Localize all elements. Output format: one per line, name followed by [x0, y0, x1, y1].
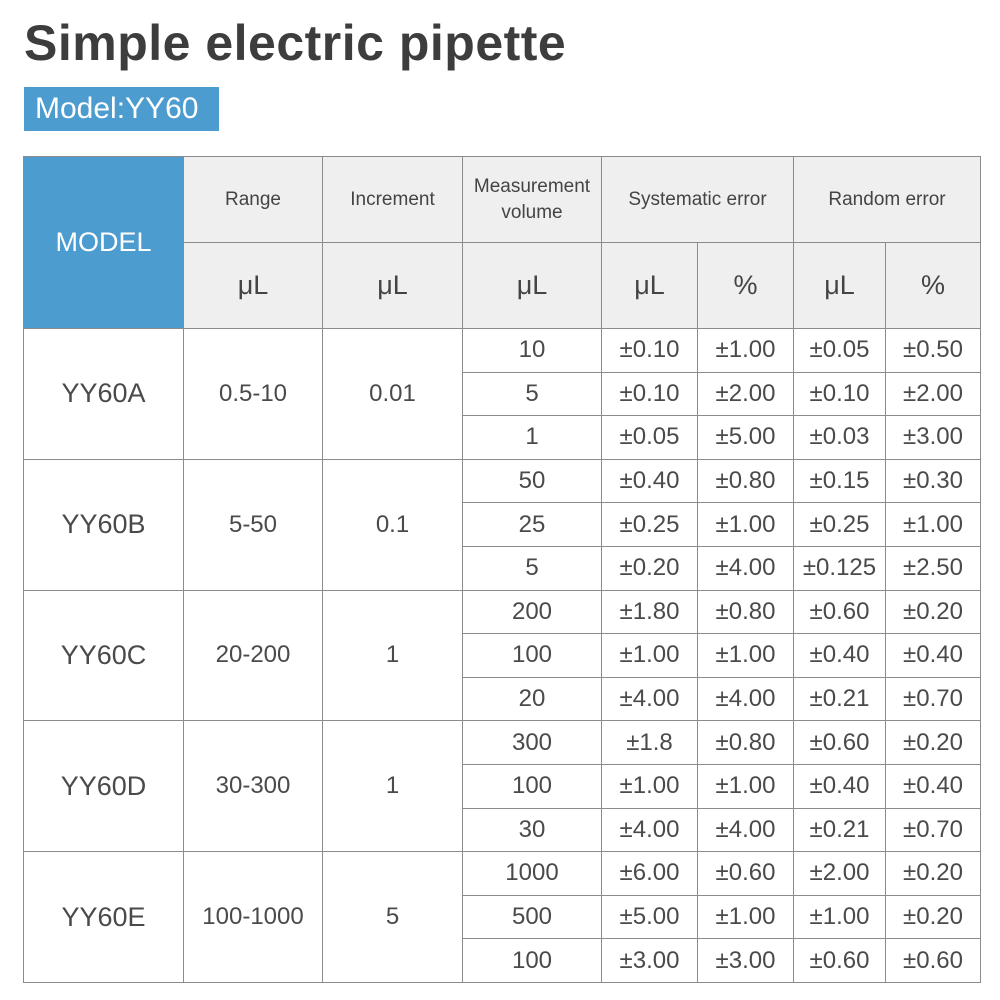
- range-cell: 0.5-10: [184, 329, 323, 460]
- systematic-error-ul-cell: ±0.25: [602, 503, 698, 547]
- systematic-error-ul-cell: ±4.00: [602, 677, 698, 721]
- systematic-error-pct-unit: %: [698, 243, 794, 329]
- measurement-volume-cell: 20: [463, 677, 602, 721]
- random-error-pct-cell: ±2.50: [886, 546, 981, 590]
- table-row: [24, 459, 981, 503]
- increment-cell: 0.01: [323, 329, 463, 460]
- model-name-cell: YY60A: [24, 329, 184, 460]
- systematic-error-pct-cell: ±1.00: [698, 764, 794, 808]
- spec-table-body: [24, 329, 981, 983]
- systematic-error-pct-cell: ±0.80: [698, 721, 794, 765]
- systematic-error-pct-cell: ±2.00: [698, 372, 794, 416]
- measurement-volume-cell: 30: [463, 808, 602, 852]
- random-error-ul-cell: ±0.40: [794, 634, 886, 678]
- measurement-header-line2: volume: [501, 201, 563, 223]
- systematic-error-pct-cell: ±0.80: [698, 459, 794, 503]
- increment-cell: 0.1: [323, 459, 463, 590]
- random-error-pct-cell: ±0.20: [886, 852, 981, 896]
- random-error-ul-cell: ±0.25: [794, 503, 886, 547]
- systematic-error-ul-cell: ±3.00: [602, 939, 698, 983]
- random-error-ul-cell: ±0.125: [794, 546, 886, 590]
- systematic-error-pct-cell: ±1.00: [698, 895, 794, 939]
- random-error-pct-cell: ±0.60: [886, 939, 981, 983]
- random-error-pct-cell: ±0.50: [886, 329, 981, 373]
- systematic-error-ul-cell: ±0.40: [602, 459, 698, 503]
- measurement-volume-cell: 25: [463, 503, 602, 547]
- random-error-ul-cell: ±0.60: [794, 721, 886, 765]
- measurement-volume-cell: 100: [463, 939, 602, 983]
- page-title: Simple electric pipette: [24, 15, 567, 71]
- increment-cell: 5: [323, 852, 463, 983]
- random-error-pct-cell: ±0.20: [886, 895, 981, 939]
- systematic-error-ul-cell: ±1.00: [602, 764, 698, 808]
- random-error-pct-cell: ±1.00: [886, 503, 981, 547]
- range-cell: 100-1000: [184, 852, 323, 983]
- table-row: [24, 329, 981, 373]
- table-row: [24, 590, 981, 634]
- random-error-pct-cell: ±0.70: [886, 677, 981, 721]
- systematic-error-ul-cell: ±0.05: [602, 416, 698, 460]
- random-error-column-header: Random error: [794, 157, 981, 243]
- systematic-error-pct-cell: ±4.00: [698, 677, 794, 721]
- systematic-error-pct-cell: ±4.00: [698, 546, 794, 590]
- random-error-ul-cell: ±0.03: [794, 416, 886, 460]
- random-error-ul-unit: μL: [794, 243, 886, 329]
- systematic-error-ul-cell: ±0.10: [602, 372, 698, 416]
- random-error-ul-cell: ±0.21: [794, 808, 886, 852]
- random-error-pct-unit: %: [886, 243, 981, 329]
- increment-unit: μL: [323, 243, 463, 329]
- model-badge: Model:YY60: [24, 87, 219, 131]
- measurement-volume-cell: 100: [463, 764, 602, 808]
- random-error-ul-cell: ±0.40: [794, 764, 886, 808]
- measurement-volume-cell: 10: [463, 329, 602, 373]
- systematic-error-pct-cell: ±0.80: [698, 590, 794, 634]
- random-error-ul-cell: ±0.15: [794, 459, 886, 503]
- random-error-pct-cell: ±0.70: [886, 808, 981, 852]
- random-error-ul-cell: ±1.00: [794, 895, 886, 939]
- systematic-error-pct-cell: ±1.00: [698, 329, 794, 373]
- measurement-header-line1: Measurement: [473, 175, 591, 197]
- random-error-pct-cell: ±0.40: [886, 634, 981, 678]
- increment-column-header: Increment: [323, 157, 463, 243]
- systematic-error-ul-cell: ±0.10: [602, 329, 698, 373]
- systematic-error-ul-unit: μL: [602, 243, 698, 329]
- model-name-cell: YY60C: [24, 590, 184, 721]
- measurement-volume-cell: 5: [463, 546, 602, 590]
- range-cell: 30-300: [184, 721, 323, 852]
- increment-cell: 1: [323, 590, 463, 721]
- random-error-pct-cell: ±0.30: [886, 459, 981, 503]
- random-error-ul-cell: ±0.60: [794, 939, 886, 983]
- systematic-error-column-header: Systematic error: [602, 157, 794, 243]
- systematic-error-ul-cell: ±6.00: [602, 852, 698, 896]
- systematic-error-pct-cell: ±3.00: [698, 939, 794, 983]
- random-error-pct-cell: ±0.20: [886, 721, 981, 765]
- systematic-error-ul-cell: ±0.20: [602, 546, 698, 590]
- systematic-error-pct-cell: ±5.00: [698, 416, 794, 460]
- model-column-header: MODEL: [24, 157, 184, 329]
- measurement-volume-cell: 200: [463, 590, 602, 634]
- random-error-ul-cell: ±0.05: [794, 329, 886, 373]
- measurement-volume-cell: 50: [463, 459, 602, 503]
- systematic-error-ul-cell: ±4.00: [602, 808, 698, 852]
- increment-cell: 1: [323, 721, 463, 852]
- systematic-error-ul-cell: ±1.00: [602, 634, 698, 678]
- model-name-cell: YY60B: [24, 459, 184, 590]
- random-error-ul-cell: ±0.60: [794, 590, 886, 634]
- measurement-volume-cell: 5: [463, 372, 602, 416]
- range-cell: 5-50: [184, 459, 323, 590]
- random-error-ul-cell: ±0.21: [794, 677, 886, 721]
- model-name-cell: YY60D: [24, 721, 184, 852]
- systematic-error-pct-cell: ±0.60: [698, 852, 794, 896]
- range-cell: 20-200: [184, 590, 323, 721]
- measurement-volume-column-header: [463, 157, 602, 243]
- random-error-pct-cell: ±3.00: [886, 416, 981, 460]
- systematic-error-pct-cell: ±4.00: [698, 808, 794, 852]
- spec-table: [23, 156, 981, 983]
- model-name-cell: YY60E: [24, 852, 184, 983]
- range-column-header: Range: [184, 157, 323, 243]
- systematic-error-pct-cell: ±1.00: [698, 634, 794, 678]
- random-error-ul-cell: ±0.10: [794, 372, 886, 416]
- random-error-pct-cell: ±2.00: [886, 372, 981, 416]
- measurement-unit: μL: [463, 243, 602, 329]
- systematic-error-pct-cell: ±1.00: [698, 503, 794, 547]
- random-error-pct-cell: ±0.40: [886, 764, 981, 808]
- systematic-error-ul-cell: ±5.00: [602, 895, 698, 939]
- range-unit: μL: [184, 243, 323, 329]
- measurement-volume-cell: 500: [463, 895, 602, 939]
- measurement-volume-cell: 100: [463, 634, 602, 678]
- measurement-volume-cell: 300: [463, 721, 602, 765]
- table-row: [24, 852, 981, 896]
- random-error-ul-cell: ±2.00: [794, 852, 886, 896]
- measurement-volume-cell: 1: [463, 416, 602, 460]
- measurement-volume-cell: 1000: [463, 852, 602, 896]
- systematic-error-ul-cell: ±1.80: [602, 590, 698, 634]
- systematic-error-ul-cell: ±1.8: [602, 721, 698, 765]
- table-row: [24, 721, 981, 765]
- random-error-pct-cell: ±0.20: [886, 590, 981, 634]
